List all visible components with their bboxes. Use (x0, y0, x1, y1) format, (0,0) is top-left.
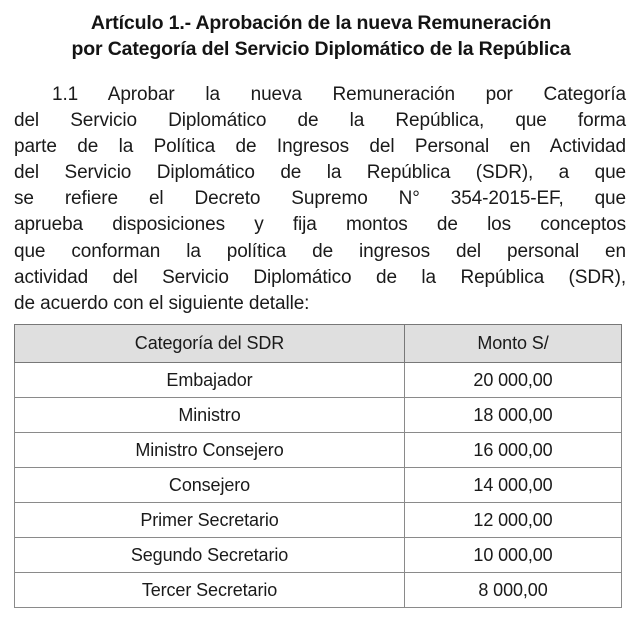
paragraph-line: de acuerdo con el siguiente detalle: (14, 292, 310, 314)
cell-category: Primer Secretario (15, 503, 405, 538)
paragraph-1-1 (14, 82, 626, 317)
paragraph-line: actividad del Servicio Diplomático de la República (SDR), (14, 266, 626, 288)
cell-amount: 10 000,00 (405, 538, 622, 573)
page-title (10, 10, 632, 62)
page-title-line-1: Artículo 1.- Aprobación de la nueva Remuneración (90, 12, 552, 34)
column-header-amount: Monto S/ (405, 325, 622, 363)
table-header-row (15, 325, 622, 363)
page-title-line-2: por Categoría del Servicio Diplomático de la República (71, 38, 571, 60)
paragraph-line: que conforman la política de ingresos del personal en (14, 240, 626, 262)
cell-category: Segundo Secretario (15, 538, 405, 573)
paragraph-line: del Servicio Diplomático de la República (SDR), a que (14, 162, 626, 184)
table-row (15, 398, 622, 433)
paragraph-line: parte de la Política de Ingresos del Personal en Actividad (14, 136, 626, 158)
cell-amount: 16 000,00 (405, 433, 622, 468)
cell-amount: 20 000,00 (405, 363, 622, 398)
table-row (15, 573, 622, 608)
paragraph-line: 1.1 Aprobar la nueva Remuneración por Categoría (52, 84, 626, 105)
table-row (15, 468, 622, 503)
table-body (15, 363, 622, 608)
cell-amount: 14 000,00 (405, 468, 622, 503)
cell-category: Ministro Consejero (15, 433, 405, 468)
remuneration-table (14, 324, 622, 608)
cell-category: Ministro (15, 398, 405, 433)
body-text-block (14, 82, 626, 317)
table-header (15, 325, 622, 363)
column-header-category: Categoría del SDR (15, 325, 405, 363)
paragraph-line: se refiere el Decreto Supremo N° 354-2015-EF, que (14, 188, 626, 210)
cell-category: Consejero (15, 468, 405, 503)
table-row (15, 363, 622, 398)
cell-category: Embajador (15, 363, 405, 398)
cell-amount: 12 000,00 (405, 503, 622, 538)
table-row (15, 433, 622, 468)
paragraph-line: aprueba disposiciones y fija montos de los conceptos (14, 214, 626, 236)
cell-category: Tercer Secretario (15, 573, 405, 608)
paragraph-line: del Servicio Diplomático de la República, que forma (14, 110, 626, 132)
cell-amount: 18 000,00 (405, 398, 622, 433)
cell-amount: 8 000,00 (405, 573, 622, 608)
table-row (15, 538, 622, 573)
table-row (15, 503, 622, 538)
